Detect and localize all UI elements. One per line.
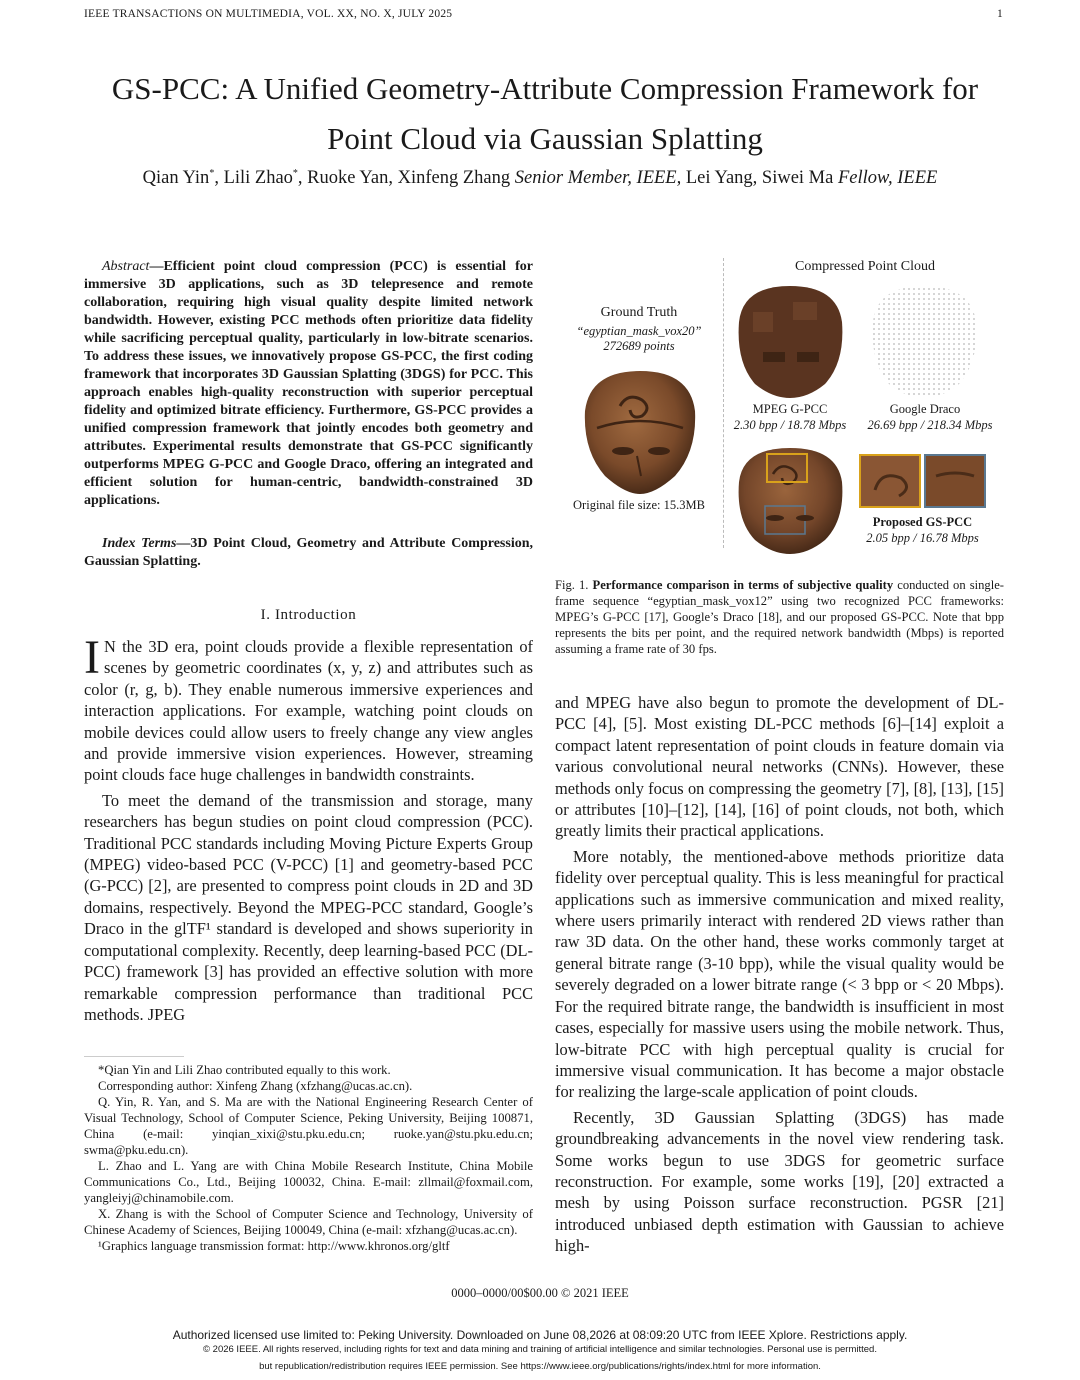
draco-pointcloud-image bbox=[867, 282, 982, 400]
footnote-gltf: ¹Graphics language transmission format: http://www.khronos.org/gltf bbox=[98, 1239, 450, 1253]
equal-contrib-mark: * bbox=[292, 168, 298, 179]
authors-rest-2: Lei Yang, Siwei Ma bbox=[685, 168, 834, 189]
license-line-2: © 2026 IEEE. All rights reserved, including rights for text and data mining and training of artificial intelligence and similar technologies. Personal use is permitted. bbox=[203, 1344, 877, 1355]
right-paragraph-1: and MPEG have also begun to promote the development of DL-PCC [4], [5]. Most existing DL-PCC methods [6]–[14] exploit a compact latent representation of point clouds in feature domain via various convolutional neural networks (CNNs). However, these methods only focus on compressing the geometry [7], [8], [13], [15] or attributes [10]–[12], [14], [16] of point clouds, not both, which greatly limits their practical applications. bbox=[555, 693, 1004, 841]
draco-rate: 26.69 bpp / 218.34 Mbps bbox=[867, 418, 993, 432]
abstract-text: —Efficient point cloud compression (PCC) is essential for immersive 3D applications, such as 3D telepresence and remote collaboration, requiring high visual quality despite limited network bandwidth. However, existing PCC methods often prioritize data fidelity while sacrificing perceptual quality, particularly in low-bitrate scenarios. To address these issues, we innovatively propose GS-PCC, the first coding framework that incorporates 3D Gaussian Splatting (3DGS) for PCC. This approach enables high-quality reconstruction with superior perceptual fidelity and optimized bitrate efficiency. Furthermore, GS-PCC provides a unified compression framework that jointly encodes both geometry and attributes. Experimental results demonstrate that GS-PCC significantly outperforms MPEG G-PCC and Google Draco, offering an integrated and efficient solution for human-centric, bandwidth-constrained 3D applications. bbox=[84, 259, 533, 508]
footnote-affil-cmri: L. Zhao and L. Yang are with China Mobile Research Institute, China Mobile Communications Co., Ltd., Beijing 100032, China. E-mail: zllmail@foxmail.com, yangleiyj@chinamobile.com. bbox=[84, 1159, 533, 1205]
drop-cap: I bbox=[84, 631, 100, 684]
author-2: Lili Zhao bbox=[223, 168, 293, 189]
caption-bold: Performance comparison in terms of subjective quality bbox=[592, 578, 894, 592]
abstract-label: Abstract bbox=[102, 259, 150, 274]
original-file-size: Original file size: 15.3MB bbox=[573, 498, 705, 512]
footnote-rule bbox=[84, 1056, 184, 1057]
paper-title bbox=[40, 64, 1050, 164]
footnote-affil-ucas: X. Zhang is with the School of Computer Science and Technology, University of Chinese Academy of Sciences, Beijing 100049, China (e-mail: xfzhang@ucas.ac.cn). bbox=[84, 1207, 533, 1237]
footnote-affil-pku: Q. Yin, R. Yan, and S. Ma are with the National Engineering Research Center of Visual Technology, School of Computer Science, Peking University, Beijing 100871, China (e-mail: yinqian_xixi@stu.pku.edu.cn; ruoke.yan@stu.pku.edu.cn; swma@pku.edu.cn). bbox=[84, 1095, 533, 1157]
license-line-3: but republication/redistribution requires IEEE permission. See https://www.ieee.org/publications/rights/index.html for more information. bbox=[259, 1361, 821, 1372]
gt-sequence-name: “egyptian_mask_vox20” bbox=[576, 324, 702, 338]
author-1: Qian Yin bbox=[142, 168, 210, 189]
zoom-inset-detail bbox=[859, 454, 921, 508]
zoom-inset-eyes bbox=[924, 454, 986, 508]
gt-point-count: 272689 points bbox=[603, 339, 675, 353]
figure-1-caption bbox=[555, 577, 1004, 657]
gspcc-rate: 2.05 bpp / 16.78 Mbps bbox=[866, 531, 979, 545]
right-paragraph-3: Recently, 3D Gaussian Splatting (3DGS) has made groundbreaking advancements in the novel view rendering task. Some works begun to use 3DGS for geometric surface reconstruction. For example, some works [19], [20] extracted a mesh by using Poisson surface reconstruction. PGSR [21] introduced unbiased depth estimation with Gaussian to achieve high- bbox=[555, 1107, 1004, 1256]
footnotes bbox=[84, 1062, 533, 1254]
index-terms bbox=[84, 535, 533, 571]
journal-header: IEEE TRANSACTIONS ON MULTIMEDIA, VOL. XX, NO. X, JULY 2025 bbox=[84, 8, 453, 20]
abstract bbox=[84, 258, 533, 510]
senior-member-title: Senior Member, IEEE, bbox=[514, 168, 682, 189]
footnote-equal-contrib: *Qian Yin and Lili Zhao contributed equally to this work. bbox=[98, 1063, 391, 1077]
title-line-2: Point Cloud via Gaussian Splatting bbox=[327, 121, 763, 156]
title-line-1: GS-PCC: A Unified Geometry-Attribute Compression Framework for bbox=[111, 71, 979, 106]
index-terms-label: Index Terms bbox=[102, 536, 177, 551]
page-number: 1 bbox=[997, 8, 1003, 20]
gspcc-label: Proposed GS-PCC bbox=[872, 515, 973, 529]
footnote-corresponding: Corresponding author: Xinfeng Zhang (xfzhang@ucas.ac.cn). bbox=[98, 1079, 413, 1093]
copyright-id: 0000–0000/00$00.00 © 2021 IEEE bbox=[451, 1286, 629, 1300]
section-heading: I. Introduction bbox=[260, 607, 357, 623]
caption-label: Fig. 1. bbox=[555, 578, 589, 592]
right-column bbox=[555, 692, 1004, 1257]
gpcc-label: MPEG G-PCC bbox=[752, 402, 828, 416]
author-list: Qian Yin*, Lili Zhao*, Ruoke Yan, Xinfeng Zhang Senior Member, IEEE, Lei Yang, Siwei Ma Fellow, IEEE bbox=[142, 168, 938, 189]
gspcc-mask-image bbox=[733, 444, 848, 556]
gpcc-rate: 2.30 bpp / 18.78 Mbps bbox=[733, 418, 847, 432]
fellow-title: Fellow, IEEE bbox=[837, 168, 938, 189]
index-terms-text: —3D Point Cloud, Geometry and Attribute Compression, Gaussian Splatting. bbox=[84, 536, 533, 569]
license-line-1: Authorized licensed use limited to: Peking University. Downloaded on June 08,2026 at 08:09:20 UTC from IEEE Xplore. Restrictions apply. bbox=[172, 1328, 908, 1342]
ground-truth-mask-image bbox=[575, 366, 705, 496]
equal-contrib-mark: * bbox=[209, 168, 215, 179]
intro-left-column bbox=[84, 631, 533, 1025]
intro-paragraph-1: N the 3D era, point clouds provide a flexible representation of scenes by geometric coordinates (x, y, z) and attributes such as color (r, g, b). They enable numerous immersive experiences and interaction applications. For example, watching point clouds on mobile devices could allow users to freely change any view angles and provide immersive vision experiences. However, streaming point clouds face huge challenges in bandwidth constraints. bbox=[84, 637, 533, 785]
intro-paragraph-2: To meet the demand of the transmission and storage, many researchers has begun studies on point cloud compression (PCC). Traditional PCC standards including Moving Picture Experts Group (MPEG) video-based PCC (V-PCC) [1] and geometry-based PCC (G-PCC) [2], are presented to compress point clouds in 2D and 3D domains, respectively. Beyond the MPEG-PCC standard, Google’s Draco in the glTF¹ standard is developed and shows superiority in computational complexity. Recently, deep learning-based PCC (DL-PCC) framework [3] has provided an effective solution with more remarkable compression performance than traditional PCC methods. JPEG bbox=[84, 790, 533, 1024]
gt-title: Ground Truth bbox=[600, 305, 678, 320]
authors-rest-1: Ruoke Yan, Xinfeng Zhang bbox=[307, 168, 511, 189]
draco-label: Google Draco bbox=[889, 402, 961, 416]
figure-1 bbox=[555, 258, 1004, 558]
gpcc-mask-image bbox=[733, 282, 848, 400]
compressed-label: Compressed Point Cloud bbox=[794, 259, 935, 274]
caption-text: conducted on single-frame sequence “egyptian_mask_vox12” using two recognized PCC frameworks: MPEG’s G-PCC [17], Google’s Draco [18], and our proposed GS-PCC. Note that bpp represents the bits per point, and the required network bandwidth (Mbps) is reported assuming a frame rate of 30 fps. bbox=[555, 578, 1004, 656]
right-paragraph-2: More notably, the mentioned-above methods prioritize data fidelity over perceptual quality. This is less meaningful for practical applications such as immersive communication and mixed reality, where users primarily interact with rendered 2D views rather than raw 3D data. On the other hand, these works commonly target at general bitrate range (3-10 bpp), while the visual quality would be severely degraded on a lower bitrate range (< 3 bpp or < 20 Mbps). For the required bitrate range, the bandwidth is insufficient in most cases, especially for massive users using the mobile network. Thus, low-bitrate PCC with high perceptual quality is crucial for immersive visual communication. It has become a major obstacle for realizing the large-scale application of point clouds. bbox=[555, 846, 1004, 1102]
